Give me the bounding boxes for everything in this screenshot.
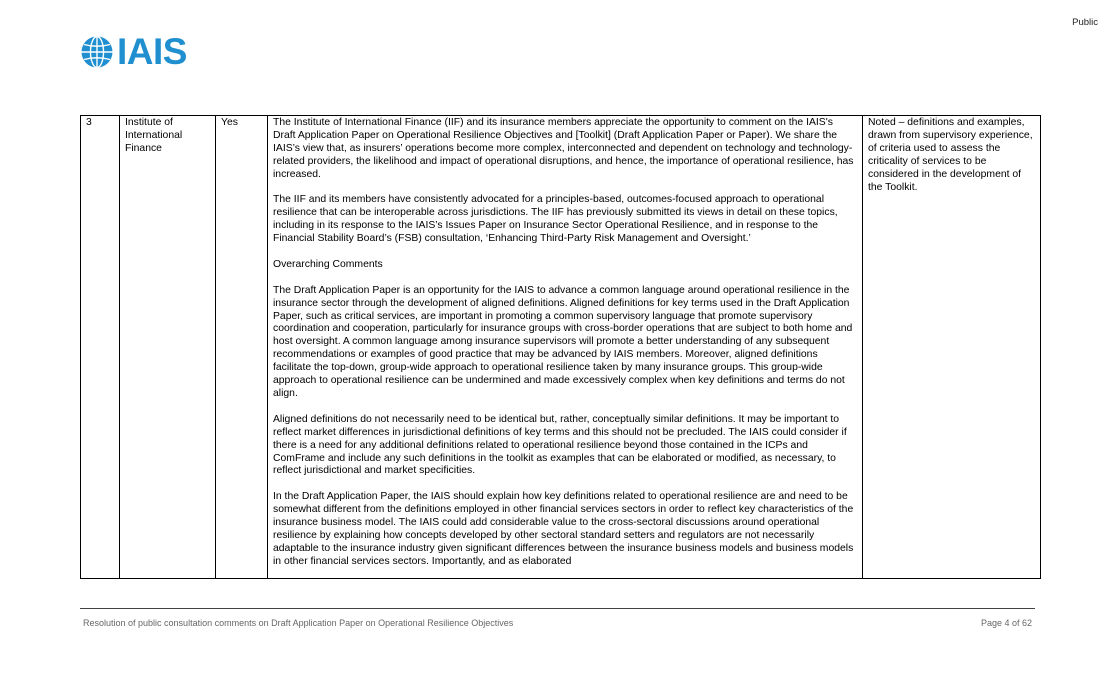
comment-paragraph: The IIF and its members have consistently advocated for a principles-based, outcomes-focused approach to operational resilience that can be interoperable across jurisdictions. The IIF has previously submitted its views in detail on these topics, including in its response to the IAIS’s Issues Paper on Insurance Sector Operational Resilience, and in response to the Financial Stability Board’s (FSB) consultation, ‘Enhancing Third-Party Risk Management and Oversight.’ [273, 194, 838, 245]
logo-wordmark: IAIS [117, 31, 187, 72]
table-row [81, 116, 1041, 579]
resolution-cell: Noted – definitions and examples, drawn from supervisory experience, of criteria used to assess the criticality of services to be considered in the development of the Toolkit. [863, 116, 1041, 579]
globe-icon [80, 35, 114, 69]
comment-cell [268, 116, 863, 579]
organisation-name: Institute of International Finance [120, 116, 216, 579]
classification-label: Public [1072, 17, 1098, 28]
comment-paragraph: The Institute of International Finance (IIF) and its insurance members appreciate the opportunity to comment on the IAIS's Draft Application Paper on Operational Resilience Objectives and [Toolkit] (Draft Application Paper or Paper). We share the IAIS’s view that, as insurers’ operations become more complex, interconnected and dependent on technology and technology-related providers, the likelihood and impact of operational disruptions, and hence, the importance of operational resilience, has increased. [273, 117, 854, 180]
footer-document-title: Resolution of public consultation comments on Draft Application Paper on Operational Resilience Objectives [83, 618, 514, 628]
comment-paragraph: The Draft Application Paper is an opportunity for the IAIS to advance a common language around operational resilience in the insurance sector through the development of aligned definitions. Aligned definitions for key terms used in the Draft Application Paper, such as critical services, are important in promoting a common supervisory language that promote supervisory coordination and cooperation, particularly for insurance groups with cross-border operations that are subject to both home and host oversight. A common language among insurance supervisors will promote a better understanding of any subsequent recommendations or examples of good practice that may be advanced by IAIS members. Moreover, aligned definitions facilitate the top-down, group-wide approach to operational resilience taken by many insurance groups. This group-wide approach to operational resilience can be undermined and made excessively complex when key definitions and terms do not align. [273, 284, 853, 399]
page-number: Page 4 of 62 [980, 618, 1032, 628]
footer-divider [80, 608, 1035, 609]
comment-paragraph: Aligned definitions do not necessarily need to be identical but, rather, conceptually similar definitions. It may be important to reflect market differences in jurisdictional definitions of key terms and this should not be precluded. The IAIS could consider if there is a need for any additional definitions related to operational resilience beyond those contained in the ICPs and ComFrame and include any such definitions in the toolkit as examples that can be elaborated or modified, as necessary, to reflect jurisdictional and market specificities. [273, 413, 847, 477]
row-number: 3 [81, 116, 120, 579]
confidential-flag: Yes [216, 116, 268, 579]
comments-table [80, 115, 1041, 579]
iais-logo [80, 31, 187, 72]
comment-subheading: Overarching Comments [273, 258, 383, 270]
comment-paragraph: In the Draft Application Paper, the IAIS should explain how key definitions related to operational resilience are and need to be somewhat different from the definitions employed in other financial services sectors in order to reflect key characteristics of the insurance business model. The IAIS could add considerable value to the cross-sectoral discussions around operational resilience by explaining how concepts developed by other sectoral standard setters and regulators are not necessarily adaptable to the insurance industry given significant differences between the insurance business models and business models in other financial services sectors. Importantly, and as elaborated [273, 491, 854, 567]
